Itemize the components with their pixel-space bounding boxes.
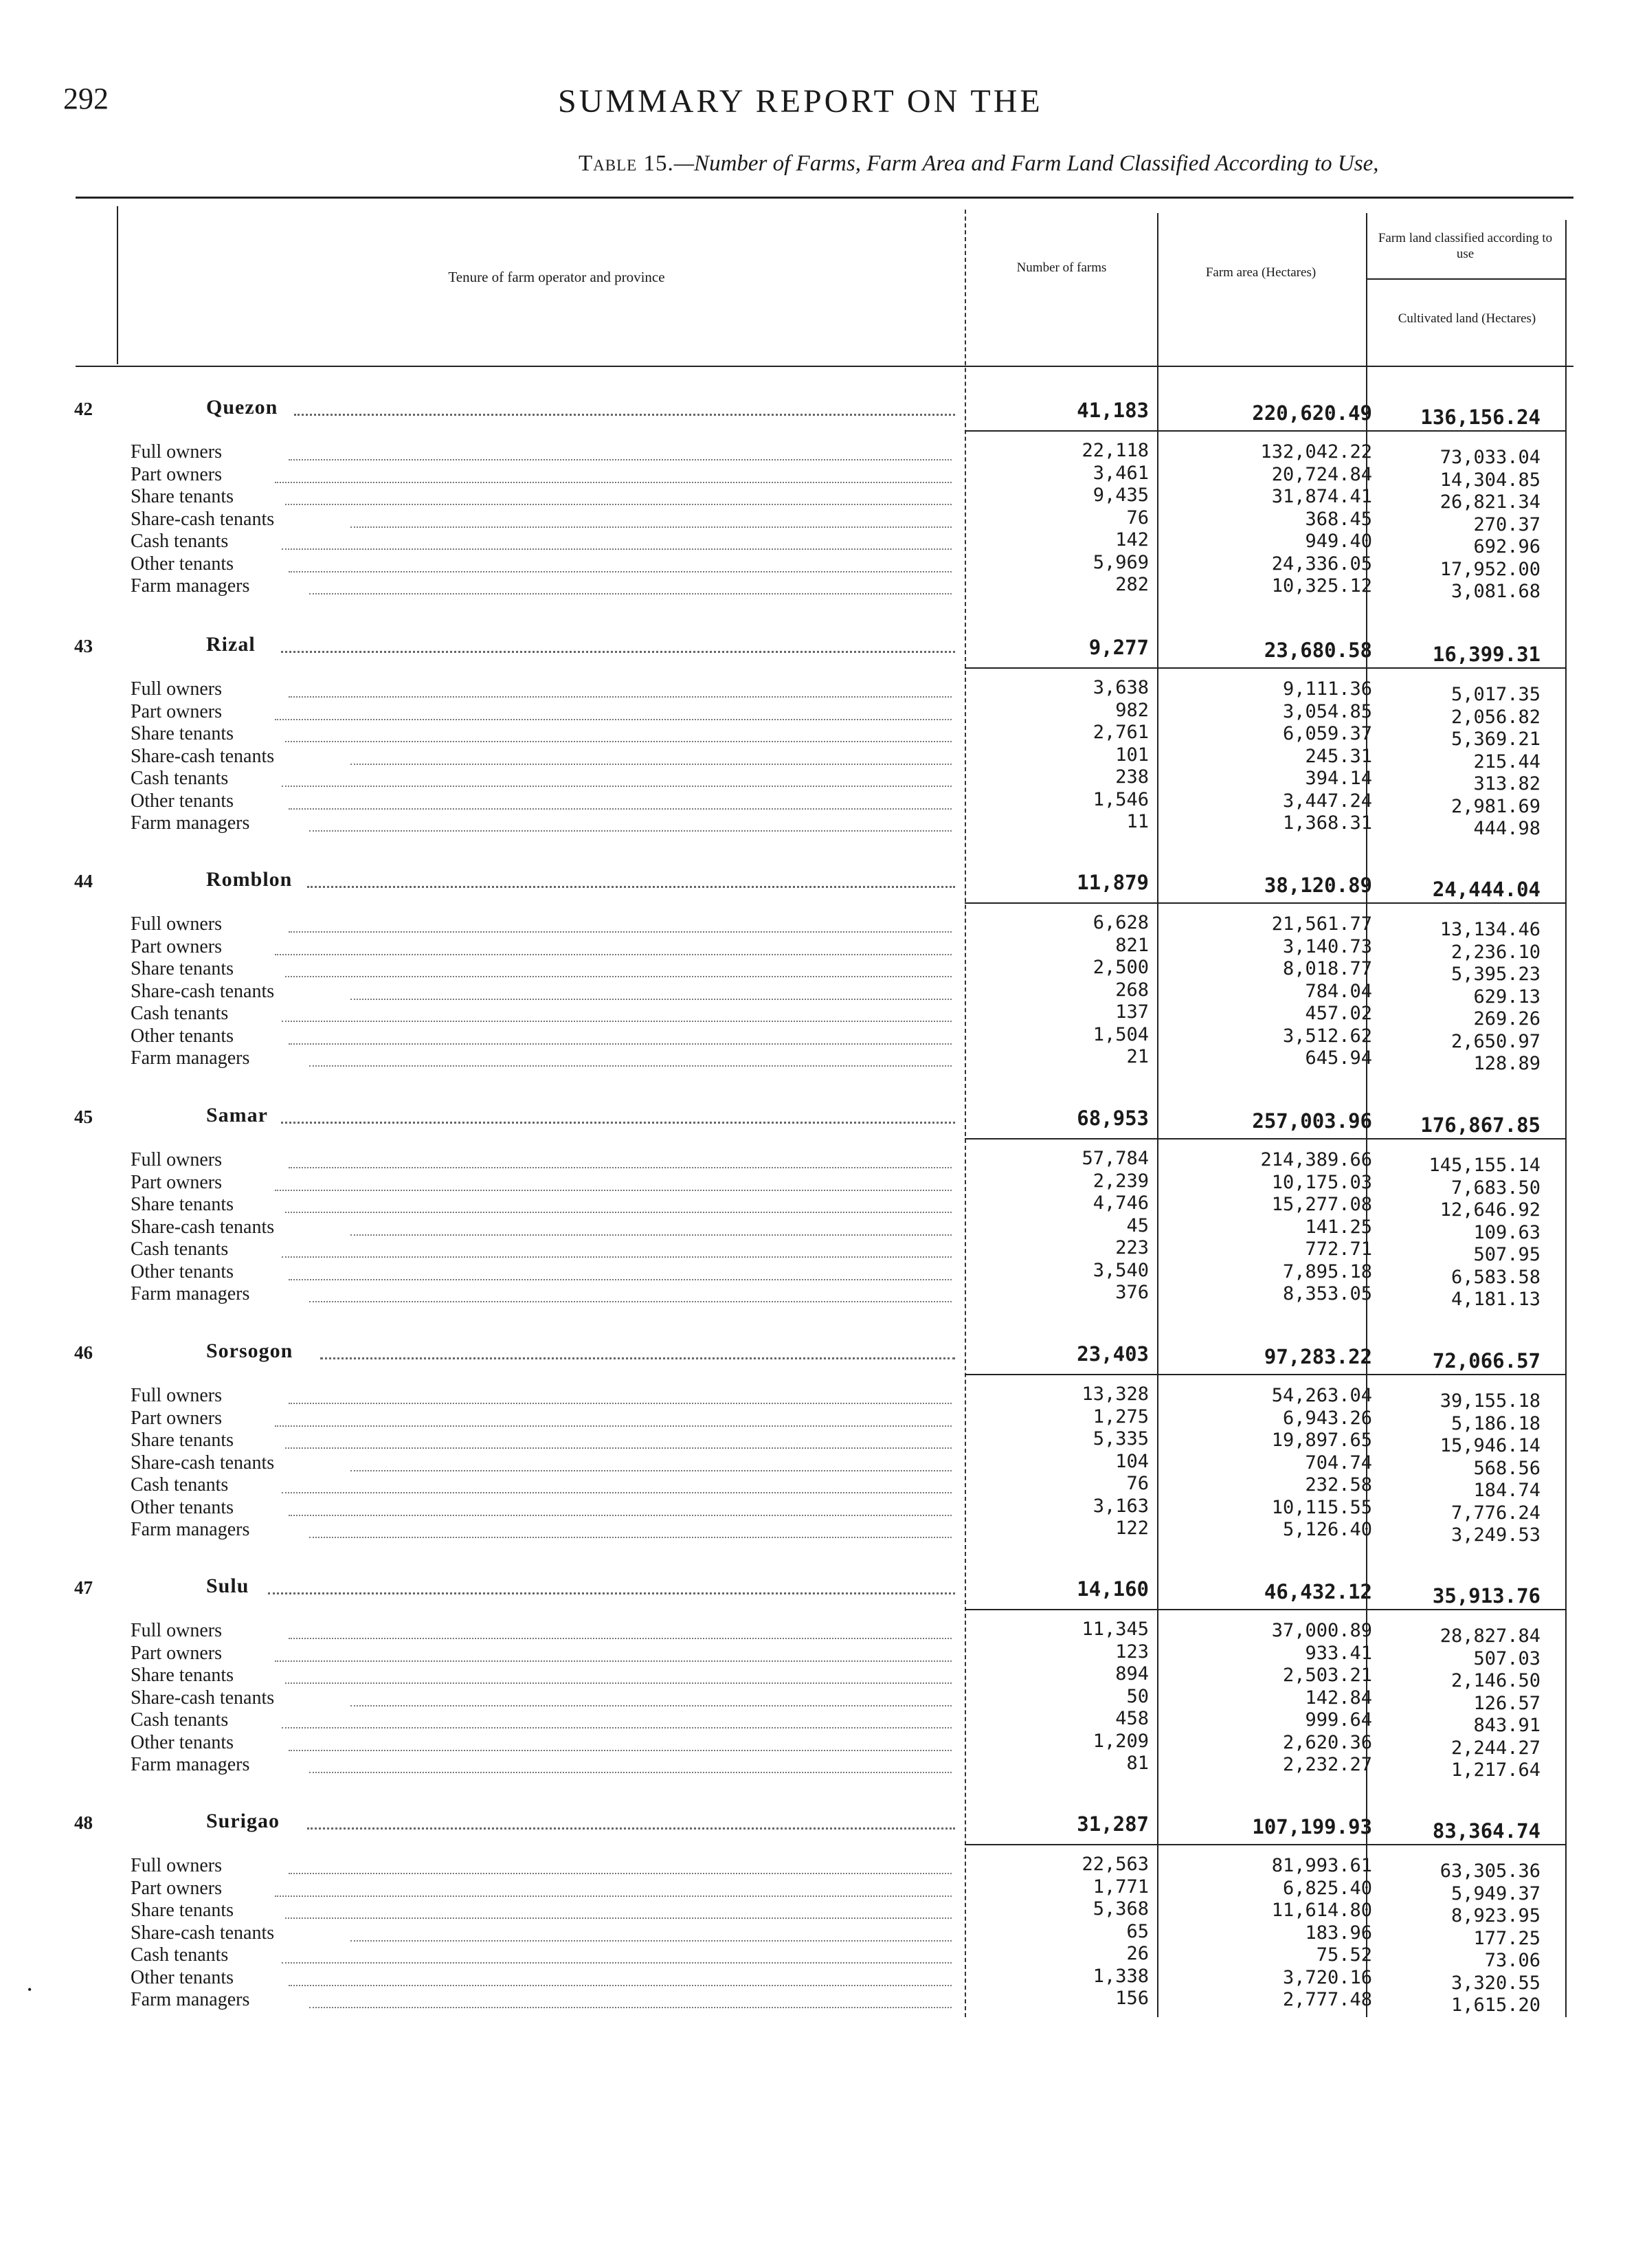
row-leader [289,808,952,810]
province-total-farms: 9,277 [1088,636,1149,659]
section-number: 42 [74,399,93,419]
table-caption [579,151,1378,177]
province-total-area: 46,432.12 [1264,1580,1372,1603]
table-top-rule [76,197,1573,199]
row-label: Cash tenants [131,531,229,552]
row-leader [289,1403,952,1404]
row-label: Share-cash tenants [131,1452,275,1474]
stub-left-rule [117,206,118,364]
row-leader [285,1682,952,1684]
area-values: 54,263.04 6,943.26 19,897.65 704.74 232.58 10,115.55 5,126.40 [1271,1385,1372,1540]
province-total-cultivated: 136,156.24 [1420,405,1540,429]
province-total-area: 38,120.89 [1264,874,1372,897]
province-total-area: 97,283.22 [1264,1345,1372,1368]
row-label: Share-cash tenants [131,1922,275,1944]
row-label: Full owners [131,441,222,463]
row-leader [285,1917,952,1919]
row-leader [350,1705,952,1706]
farms-values: 22,118 3,461 9,435 76 142 5,969 282 [1082,440,1149,595]
row-leader [309,593,952,594]
cultivated-values: 28,827.84 507.03 2,146.50 126.57 843.91 2,244.27 1,217.64 [1439,1625,1540,1781]
row-leader [282,1962,952,1964]
row-leader [289,1515,952,1516]
row-leader [309,830,952,832]
row-label: Other tenants [131,553,234,575]
row-leader [309,1301,952,1302]
header-farm-land-classified: Farm land classified according to use [1378,231,1553,261]
row-leader [282,786,952,787]
row-label: Share tenants [131,486,234,507]
row-leader [289,931,952,933]
row-label: Farm managers [131,1283,250,1304]
row-label: Farm managers [131,1754,250,1775]
row-label: Cash tenants [131,1003,229,1024]
province-total-area: 107,199.93 [1252,1815,1372,1838]
row-leader [350,764,952,765]
province-name: Surigao [206,1810,280,1832]
row-leader [282,1727,952,1728]
scan-speck: • [27,1983,32,1997]
row-leader [289,571,952,572]
row-leader [275,1660,952,1662]
row-leader [289,459,952,460]
province-total-farms: 11,879 [1077,871,1149,894]
cultivated-values: 13,134.46 2,236.10 5,395.23 629.13 269.26 2,650.97 128.89 [1439,919,1540,1074]
row-leader [309,1065,952,1067]
province-total-area: 257,003.96 [1252,1109,1372,1133]
province-leader [307,886,955,888]
area-values: 132,042.22 20,724.84 31,874.41 368.45 949.40 24,336.05 10,325.12 [1260,441,1372,597]
cultivated-values: 5,017.35 2,056.82 5,369.21 215.44 313.82 2,981.69 444.98 [1450,684,1540,839]
header-tenure: Tenure of farm operator and province [448,269,665,285]
row-leader [275,1190,952,1191]
row-label: Full owners [131,1620,222,1641]
row-label: Other tenants [131,1025,234,1047]
province-name: Sulu [206,1575,249,1597]
row-leader [289,1873,952,1874]
area-values: 37,000.89 933.41 2,503.21 142.84 999.64 2,620.36 2,232.27 [1271,1620,1372,1775]
province-name: Sorsogon [206,1339,293,1362]
section-subtotal-rule [965,430,1565,432]
province-total-cultivated: 72,066.57 [1432,1349,1540,1372]
row-leader [285,741,952,742]
row-leader [282,1256,952,1258]
section-subtotal-rule [965,1844,1565,1845]
row-label: Part owners [131,1171,222,1193]
province-name: Quezon [206,396,278,419]
province-name: Romblon [206,868,293,891]
row-label: Other tenants [131,1731,234,1753]
province-leader [307,1827,955,1830]
row-leader [285,504,952,505]
row-label: Farm managers [131,812,250,834]
row-label: Full owners [131,1149,222,1170]
province-total-area: 23,680.58 [1264,638,1372,662]
row-label: Part owners [131,935,222,957]
row-leader [289,1167,952,1168]
row-label: Farm managers [131,1047,250,1069]
page-number: 292 [63,82,109,115]
header-bottom-rule [76,366,1573,367]
province-leader [320,1357,955,1359]
row-label: Share-cash tenants [131,980,275,1002]
row-leader [350,1470,952,1471]
row-label: Share tenants [131,1900,234,1921]
row-leader [282,1021,952,1022]
row-label: Farm managers [131,575,250,597]
row-label: Cash tenants [131,768,229,789]
classified-header-rule [1366,278,1565,280]
row-label: Share-cash tenants [131,1687,275,1709]
row-leader [275,1425,952,1427]
row-leader [350,526,952,528]
row-label: Farm managers [131,1989,250,2010]
area-values: 9,111.36 3,054.85 6,059.37 245.31 394.14 3,447.24 1,368.31 [1282,678,1372,834]
row-label: Other tenants [131,1496,234,1518]
row-label: Part owners [131,1642,222,1664]
province-leader [281,651,955,653]
row-label: Share tenants [131,1430,234,1451]
cultivated-values: 73,033.04 14,304.85 26,821.34 270.37 692.96 17,952.00 3,081.68 [1439,447,1540,602]
row-leader [289,1279,952,1280]
province-total-farms: 31,287 [1077,1812,1149,1836]
row-label: Share-cash tenants [131,508,275,530]
row-label: Full owners [131,1855,222,1876]
section-subtotal-rule [965,1138,1565,1139]
header-number-of-farms: Number of farms [1016,260,1107,275]
province-total-farms: 68,953 [1077,1107,1149,1130]
section-number: 45 [74,1107,93,1127]
row-label: Part owners [131,1407,222,1429]
province-name: Rizal [206,633,256,656]
province-leader [268,1592,955,1594]
area-values: 21,561.77 3,140.73 8,018.77 784.04 457.02 3,512.62 645.94 [1271,913,1372,1069]
province-total-farms: 14,160 [1077,1577,1149,1601]
row-leader [350,1234,952,1236]
row-label: Other tenants [131,790,234,812]
area-values: 214,389.66 10,175.03 15,277.08 141.25 772.71 7,895.18 8,353.05 [1260,1149,1372,1304]
section-subtotal-rule [965,902,1565,904]
row-label: Part owners [131,463,222,485]
row-leader [309,1537,952,1538]
row-leader [289,1985,952,1986]
row-leader [289,1750,952,1751]
row-label: Cash tenants [131,1709,229,1731]
row-leader [289,1638,952,1639]
row-leader [309,2007,952,2008]
row-leader [275,1895,952,1897]
row-leader [282,1492,952,1493]
section-number: 43 [74,636,93,656]
row-leader [350,1940,952,1942]
row-label: Part owners [131,700,222,722]
row-leader [282,548,952,550]
farms-values: 11,345 123 894 50 458 1,209 81 [1082,1619,1149,1774]
column-divider-right [1565,220,1567,2017]
area-values: 81,993.61 6,825.40 11,614.80 183.96 75.52 3,720.16 2,777.48 [1271,1855,1372,2010]
column-divider-2 [1157,213,1158,2017]
row-label: Share tenants [131,1665,234,1686]
province-name: Samar [206,1104,268,1126]
section-subtotal-rule [965,1609,1565,1610]
province-total-cultivated: 176,867.85 [1420,1113,1540,1137]
section-subtotal-rule [965,1374,1565,1375]
row-label: Full owners [131,678,222,700]
row-leader [275,954,952,955]
page-title: SUMMARY REPORT ON THE [558,83,1043,120]
row-leader [275,719,952,720]
cultivated-values: 39,155.18 5,186.18 15,946.14 568.56 184.74 7,776.24 3,249.53 [1439,1390,1540,1546]
row-leader [350,999,952,1000]
row-label: Farm managers [131,1519,250,1540]
section-number: 47 [74,1577,93,1598]
section-number: 48 [74,1812,93,1833]
row-leader [309,1772,952,1773]
farms-values: 57,784 2,239 4,746 45 223 3,540 376 [1082,1148,1149,1303]
province-total-cultivated: 16,399.31 [1432,643,1540,666]
row-leader [289,1043,952,1045]
section-number: 44 [74,871,93,891]
row-label: Cash tenants [131,1474,229,1496]
section-number: 46 [74,1342,93,1363]
row-label: Cash tenants [131,1238,229,1260]
column-divider-1 [965,210,966,2017]
row-leader [275,482,952,483]
province-leader [294,414,955,416]
row-label: Full owners [131,1385,222,1406]
header-farm-area: Farm area (Hectares) [1205,265,1317,280]
row-label: Full owners [131,913,222,935]
cultivated-values: 145,155.14 7,683.50 12,646.92 109.63 507.95 6,583.58 4,181.13 [1428,1155,1540,1310]
row-leader [289,696,952,698]
province-total-area: 220,620.49 [1252,401,1372,425]
row-label: Other tenants [131,1260,234,1282]
section-subtotal-rule [965,667,1565,669]
row-label: Share-cash tenants [131,745,275,767]
header-cultivated-land: Cultivated land (Hectares) [1398,311,1536,326]
province-leader [281,1122,955,1124]
farms-values: 13,328 1,275 5,335 104 76 3,163 122 [1082,1383,1149,1539]
row-label: Share-cash tenants [131,1216,275,1238]
province-total-farms: 41,183 [1077,399,1149,422]
row-label: Part owners [131,1877,222,1899]
farms-values: 6,628 821 2,500 268 137 1,504 21 [1093,912,1149,1067]
row-label: Share tenants [131,1194,234,1215]
caption-prefix: Table 15. [579,151,674,176]
row-label: Share tenants [131,958,234,979]
province-total-cultivated: 83,364.74 [1432,1819,1540,1843]
province-total-cultivated: 24,444.04 [1432,878,1540,901]
farms-values: 3,638 982 2,761 101 238 1,546 11 [1093,677,1149,832]
row-label: Other tenants [131,1966,234,1988]
row-label: Share tenants [131,723,234,744]
caption-body: —Number of Farms, Farm Area and Farm Land Classified According to Use, [673,151,1379,176]
row-label: Cash tenants [131,1944,229,1966]
cultivated-values: 63,305.36 5,949.37 8,923.95 177.25 73.06 3,320.55 1,615.20 [1439,1860,1540,2016]
row-leader [285,1447,952,1449]
row-leader [285,1212,952,1213]
row-leader [285,976,952,977]
province-total-cultivated: 35,913.76 [1432,1584,1540,1608]
province-total-farms: 23,403 [1077,1342,1149,1366]
farms-values: 22,563 1,771 5,368 65 26 1,338 156 [1082,1854,1149,2009]
